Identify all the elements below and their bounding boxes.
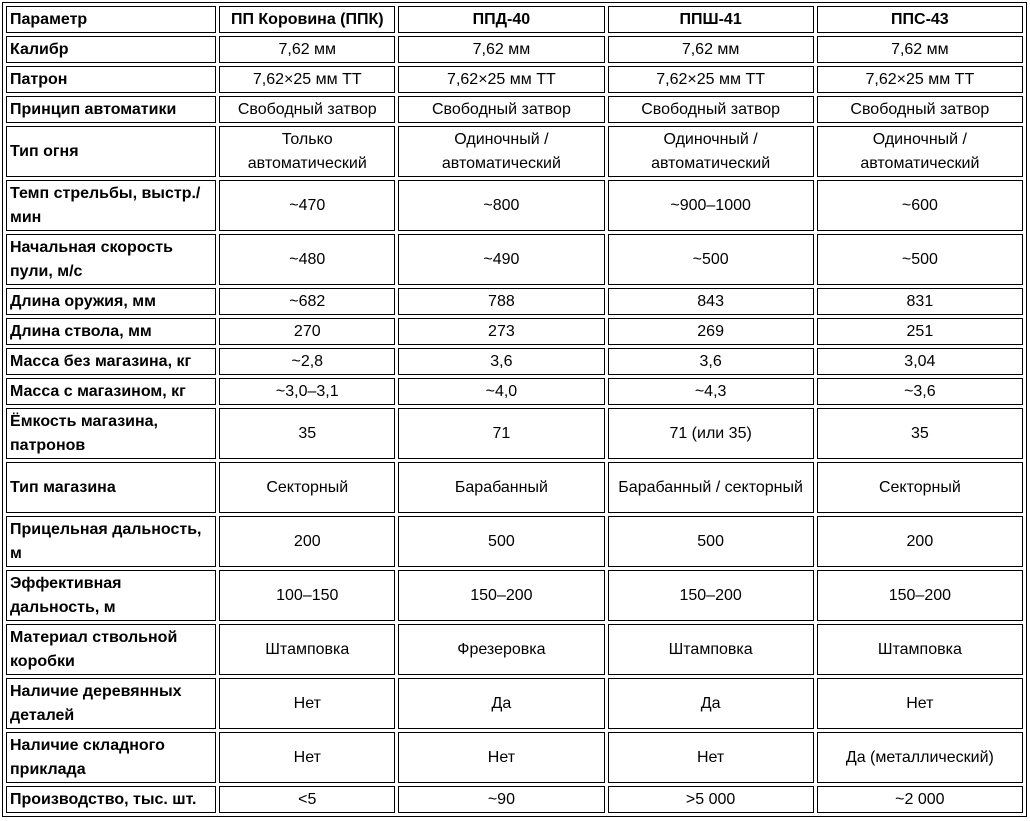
table-cell: Одиночный / автоматический [608, 126, 814, 177]
row-label: Начальная скорость пули, м/с [6, 234, 216, 285]
table-row [6, 732, 1023, 783]
table-cell: Свободный затвор [219, 96, 395, 123]
table-cell: 843 [608, 288, 814, 315]
table-cell: 200 [219, 516, 395, 567]
table-cell: Нет [817, 678, 1023, 729]
table-cell: 7,62×25 мм ТТ [398, 66, 604, 93]
table-cell: Фрезеровка [398, 624, 604, 675]
table-cell: 7,62 мм [219, 36, 395, 63]
table-cell: 150–200 [817, 570, 1023, 621]
header-cell-pps43: ППС-43 [817, 6, 1023, 33]
row-label: Длина ствола, мм [6, 318, 216, 345]
table-cell: Барабанный / секторный [608, 462, 814, 513]
table-cell: 200 [817, 516, 1023, 567]
table-cell: Штамповка [219, 624, 395, 675]
header-row [6, 6, 1023, 33]
table-cell: Нет [219, 732, 395, 783]
table-cell: ~900–1000 [608, 180, 814, 231]
table-cell: Да (металлический) [817, 732, 1023, 783]
table-row [6, 516, 1023, 567]
table-cell: ~682 [219, 288, 395, 315]
table-cell: ~600 [817, 180, 1023, 231]
table-cell: 500 [608, 516, 814, 567]
table-cell: 35 [219, 408, 395, 459]
table-cell: Свободный затвор [398, 96, 604, 123]
table-cell: 269 [608, 318, 814, 345]
table-cell: 273 [398, 318, 604, 345]
table-cell: 251 [817, 318, 1023, 345]
table-cell: Штамповка [817, 624, 1023, 675]
row-label: Производство, тыс. шт. [6, 786, 216, 813]
table-cell: Да [608, 678, 814, 729]
table-cell: 150–200 [608, 570, 814, 621]
table-cell: 71 (или 35) [608, 408, 814, 459]
table-cell: 7,62×25 мм ТТ [608, 66, 814, 93]
header-cell-ppd40: ППД-40 [398, 6, 604, 33]
table-cell: Одиночный / автоматический [817, 126, 1023, 177]
table-cell: 788 [398, 288, 604, 315]
row-label: Масса без магазина, кг [6, 348, 216, 375]
table-row [6, 678, 1023, 729]
header-cell-ppsh41: ППШ-41 [608, 6, 814, 33]
table-cell: 71 [398, 408, 604, 459]
table-cell: <5 [219, 786, 395, 813]
table-cell: ~90 [398, 786, 604, 813]
table-cell: 500 [398, 516, 604, 567]
table-cell: Секторный [219, 462, 395, 513]
table-cell: 3,6 [608, 348, 814, 375]
table-cell: 100–150 [219, 570, 395, 621]
table-cell: ~4,3 [608, 378, 814, 405]
row-label: Калибр [6, 36, 216, 63]
table-cell: Секторный [817, 462, 1023, 513]
table-row [6, 36, 1023, 63]
comparison-table [2, 2, 1027, 817]
table-cell: Свободный затвор [817, 96, 1023, 123]
table-cell: 7,62 мм [608, 36, 814, 63]
table-cell: Нет [219, 678, 395, 729]
table-cell: Штамповка [608, 624, 814, 675]
table-cell: 831 [817, 288, 1023, 315]
table-cell: 150–200 [398, 570, 604, 621]
table-row [6, 318, 1023, 345]
table-cell: ~800 [398, 180, 604, 231]
table-row [6, 624, 1023, 675]
table-row [6, 570, 1023, 621]
table-cell: Нет [608, 732, 814, 783]
table-row [6, 786, 1023, 813]
table-row [6, 66, 1023, 93]
table-row [6, 180, 1023, 231]
table-cell: ~3,6 [817, 378, 1023, 405]
table-cell: 270 [219, 318, 395, 345]
row-label: Тип магазина [6, 462, 216, 513]
row-label: Материал ствольной коробки [6, 624, 216, 675]
row-label: Длина оружия, мм [6, 288, 216, 315]
table-cell: 7,62×25 мм ТТ [219, 66, 395, 93]
header-cell-parameter: Параметр [6, 6, 216, 33]
table-row [6, 234, 1023, 285]
table-cell: ~2,8 [219, 348, 395, 375]
table-cell: Только автоматический [219, 126, 395, 177]
table-cell: 7,62 мм [817, 36, 1023, 63]
table-cell: ~480 [219, 234, 395, 285]
table-row [6, 462, 1023, 513]
table-cell: Свободный затвор [608, 96, 814, 123]
table-cell: 7,62×25 мм ТТ [817, 66, 1023, 93]
table-row [6, 96, 1023, 123]
table-cell: Барабанный [398, 462, 604, 513]
table-cell: ~4,0 [398, 378, 604, 405]
row-label: Эффективная дальность, м [6, 570, 216, 621]
table-cell: 3,6 [398, 348, 604, 375]
table-row [6, 408, 1023, 459]
row-label: Темп стрельбы, выстр./мин [6, 180, 216, 231]
table-cell: ~490 [398, 234, 604, 285]
table-cell: 7,62 мм [398, 36, 604, 63]
table-cell: Да [398, 678, 604, 729]
table-cell: ~500 [817, 234, 1023, 285]
row-label: Патрон [6, 66, 216, 93]
table-row [6, 378, 1023, 405]
table-row [6, 288, 1023, 315]
table-cell: ~470 [219, 180, 395, 231]
row-label: Наличие деревянных деталей [6, 678, 216, 729]
table-cell: ~3,0–3,1 [219, 378, 395, 405]
row-label: Наличие складного приклада [6, 732, 216, 783]
table-row [6, 348, 1023, 375]
header-cell-ppk: ПП Коровина (ППК) [219, 6, 395, 33]
table-cell: >5 000 [608, 786, 814, 813]
table-row [6, 126, 1023, 177]
table-cell: ~500 [608, 234, 814, 285]
row-label: Масса с магазином, кг [6, 378, 216, 405]
row-label: Прицельная дальность, м [6, 516, 216, 567]
table-cell: Нет [398, 732, 604, 783]
row-label: Принцип автоматики [6, 96, 216, 123]
row-label: Тип огня [6, 126, 216, 177]
table-cell: 3,04 [817, 348, 1023, 375]
table-cell: ~2 000 [817, 786, 1023, 813]
table-cell: Одиночный / автоматический [398, 126, 604, 177]
table-cell: 35 [817, 408, 1023, 459]
row-label: Ёмкость магазина, патронов [6, 408, 216, 459]
